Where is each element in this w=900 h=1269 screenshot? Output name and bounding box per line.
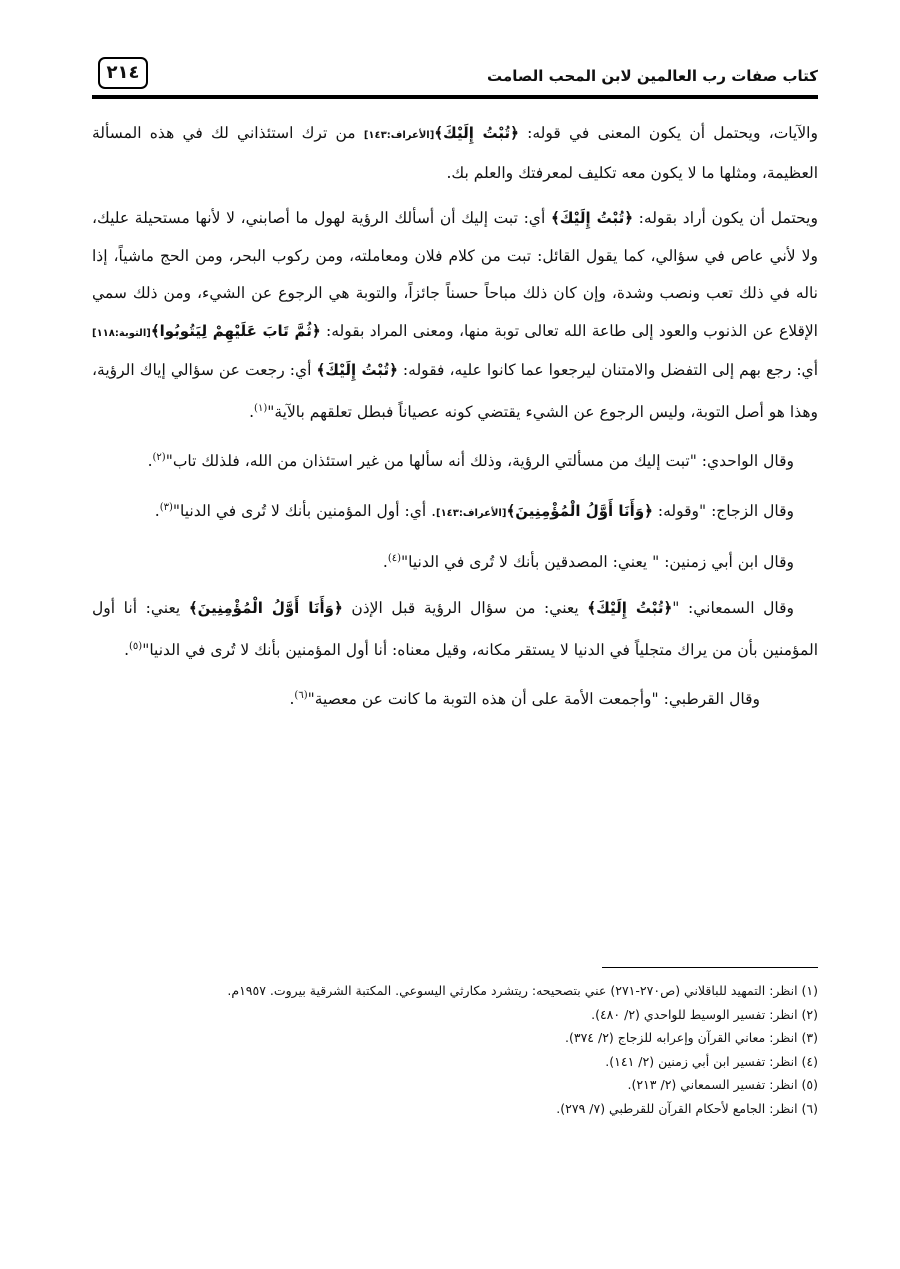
text-run: . <box>382 553 388 572</box>
paragraph-7 <box>92 677 818 719</box>
text-run: . <box>124 640 130 659</box>
page-number-box: ٢١٤ <box>98 57 148 89</box>
paragraph-6 <box>92 590 818 669</box>
footnote-1: (١) انظر: التمهيد للباقلاني (ص٢٧٠-٢٧١) عني بتصحيحه: ريتشرد مكارثي اليسوعي. المكتبة الشرقية بيروت. ١٩٥٧م. <box>227 983 818 998</box>
paragraph-1 <box>92 115 818 192</box>
text-run: . <box>147 452 153 471</box>
text-run: ويحتمل أن يكون أراد بقوله: <box>633 209 818 227</box>
paragraph-2 <box>92 200 818 431</box>
footnote-2: (٢) انظر: تفسير الوسيط للواحدي (٢/ ٤٨٠). <box>591 1006 818 1022</box>
text-run: . <box>249 402 255 421</box>
verse-reference: [الأعراف:١٤٣] <box>363 130 435 141</box>
quran-verse: ﴿تُبْتُ إِلَيْكَ﴾ <box>550 209 633 227</box>
footnote-4: (٤) انظر: تفسير ابن أبي زمنين (٢/ ١٤١). <box>605 1053 818 1069</box>
verse-reference: [الأعراف:١٤٣] <box>436 507 507 519</box>
paragraph-3 <box>92 439 818 481</box>
footnote-marker[interactable]: (٤) <box>387 553 402 565</box>
footnote-5: (٥) انظر: تفسير السمعاني (٢/ ٢١٣). <box>627 1077 818 1092</box>
footnote-3: (٣) انظر: معاني القرآن وإعرابه للزجاج (٢/ ٣٧٤). <box>565 1030 818 1045</box>
text-run: . أي: أول المؤمنين بأنك لا تُرى في الدنيا" <box>172 501 436 520</box>
text-run: يعني: أنا أول المؤمنين بأن من يراك متجلياً في الدنيا لا يستقر مكانه، وقيل معناه: أنا أول المؤمنين بأنك لا تُرى في الدنيا" <box>92 599 818 659</box>
text-run: وقال الزجاج: "وقوله: <box>652 501 794 520</box>
text-run: أي: رجع بهم إلى التفضل والامتنان ليرجعوا عما كانوا عليه، فقوله: <box>397 361 818 379</box>
quran-verse: ﴿وَأَنَا أَوَّلُ الْمُؤْمِنِينَ﴾ <box>506 501 653 520</box>
verse-reference: [التوبة:١١٨] <box>92 327 151 339</box>
quran-verse: ﴿وَأَنَا أَوَّلُ الْمُؤْمِنِينَ﴾ <box>188 599 343 618</box>
text-run: . <box>154 501 160 520</box>
book-title: كتاب صفات رب العالمين لابن المحب الصامت <box>487 67 818 85</box>
text-run: أي: تبت إليك أن أسألك الرؤية لهول ما أصابني، لا لأنها مستحيلة عليك، ولا لأني عاص في سؤالي، كما يقول القائل: تبت من كلام فلان ومعاملته، ومن ركوب البحر، ومن الحج ماشياً، إذا ناله في ذلك تعب ونصب وشدة، وإن كان ذلك مباحاً حسناً جائزاً، والتوبة هي الرجوع عن الشيء، ومن ذلك سمي الإقلاع عن الذنوب والعود إلى طاعة الله تعالى توبة منها، ومعنى المراد بقوله: <box>92 209 818 340</box>
paragraph-5 <box>92 540 818 582</box>
quran-verse: ﴿ثُمَّ تَابَ عَلَيْهِمْ لِيَتُوبُوا﴾ <box>150 321 321 340</box>
text-run: وقال القرطبي: "وأجمعت الأمة على أن هذه التوبة ما كانت عن معصية" <box>307 690 760 709</box>
main-text <box>92 115 818 719</box>
page-header <box>92 55 818 99</box>
footnote-divider <box>602 967 818 968</box>
footnote-marker[interactable]: (٦) <box>294 690 308 702</box>
text-run: من ترك استئذاني لك في هذه المسألة العظيمة، ومثلها ما لا يكون معه تكليف لمعرفتك والعلم بك. <box>92 124 818 182</box>
text-run: وقال السمعاني: " <box>672 599 794 618</box>
quran-verse: ﴿تُبْتُ إِلَيْكَ﴾ <box>434 124 519 142</box>
text-run: يعني: من سؤال الرؤية قبل الإذن <box>342 599 588 618</box>
footnote-marker[interactable]: (٢) <box>152 452 166 464</box>
page <box>92 55 818 1116</box>
text-run: وقال ابن أبي زمنين: " يعني: المصدقين بأنك لا تُرى في الدنيا" <box>401 553 794 572</box>
footnote-marker[interactable]: (٣) <box>159 501 173 513</box>
text-run: . <box>289 690 295 709</box>
footnote-6: (٦) انظر: الجامع لأحكام القرآن للقرطبي (٧/ ٢٧٩). <box>556 1100 818 1116</box>
text-run: أي: رجعت عن سؤالي إياك الرؤية، وهذا هو أصل التوبة، وليس الرجوع عن الشيء يقتضي كونه عصياناً فبطل تعلقهم بالآية" <box>92 361 818 421</box>
footnotes <box>92 979 818 1120</box>
footnote-marker[interactable]: (٥) <box>129 640 143 652</box>
paragraph-4 <box>92 489 818 533</box>
footnote-marker[interactable]: (١) <box>254 402 268 414</box>
text-run: والآيات، ويحتمل أن يكون المعنى في قوله: <box>518 124 818 142</box>
quran-verse: ﴿تُبْتُ إِلَيْكَ﴾ <box>316 361 398 379</box>
quran-verse: ﴿تُبْتُ إِلَيْكَ﴾ <box>587 599 673 618</box>
text-run: وقال الواحدي: "تبت إليك من مسألتي الرؤية، وذلك أنه سألها من غير استئذان من الله، فلذلك تاب" <box>165 452 794 471</box>
